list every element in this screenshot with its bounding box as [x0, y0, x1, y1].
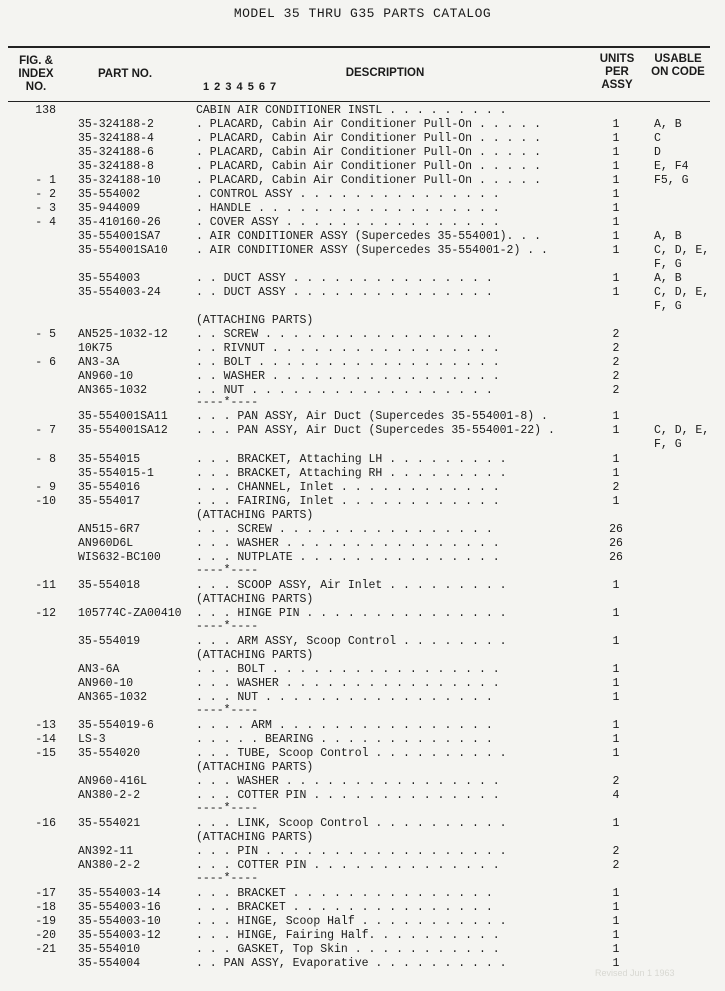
table-row — [0, 802, 725, 816]
part-no-cell: 35-410160-26 — [78, 216, 161, 229]
page-title: MODEL 35 THRU G35 PARTS CATALOG — [233, 6, 492, 21]
part-no-cell: AN3-3A — [78, 356, 120, 369]
table-row — [0, 495, 725, 509]
description-cell: . PLACARD, Cabin Air Conditioner Pull-On . . . . . — [196, 118, 542, 131]
units-per-assy-cell: 1 — [612, 915, 620, 928]
units-per-assy-cell: 1 — [612, 719, 620, 732]
units-per-assy-cell: 1 — [612, 691, 620, 704]
description-cell: . COVER ASSY . . . . . . . . . . . . . . . . — [196, 216, 500, 229]
units-per-assy-cell: 1 — [612, 957, 620, 970]
table-row — [0, 775, 725, 789]
part-no-cell: AN960D6L — [78, 537, 134, 550]
units-per-assy-cell: 1 — [612, 286, 620, 299]
units-per-assy-cell: 1 — [612, 188, 620, 201]
table-row — [0, 691, 725, 705]
description-cell: . . . WASHER . . . . . . . . . . . . . . . . — [196, 775, 500, 788]
table-row — [0, 901, 725, 915]
usable-on-code-cont-cell: F, G — [654, 300, 682, 313]
usable-on-code-cell: C, D, E, — [654, 424, 710, 437]
units-per-assy-cell: 1 — [612, 495, 620, 508]
table-row — [0, 733, 725, 747]
header-units-per-assy: UNITS PER ASSY — [599, 53, 635, 91]
fig-index-cell: -11 — [35, 579, 56, 592]
units-per-assy-cell: 1 — [612, 467, 620, 480]
part-no-cell: 35-324188-10 — [78, 174, 161, 187]
description-cell: . CONTROL ASSY . . . . . . . . . . . . . . . — [196, 188, 500, 201]
units-per-assy-cell: 1 — [612, 272, 620, 285]
description-cell: . . SCREW . . . . . . . . . . . . . . . . . — [196, 328, 493, 341]
table-row — [0, 230, 725, 244]
part-no-cell: AN960-10 — [78, 677, 134, 690]
description-cell: (ATTACHING PARTS) — [196, 761, 314, 774]
units-per-assy-cell: 1 — [612, 635, 620, 648]
description-cell: . . . HINGE, Fairing Half. . . . . . . . . . — [196, 929, 500, 942]
description-cell: . . . PIN . . . . . . . . . . . . . . . . . . — [196, 845, 507, 858]
table-row — [0, 704, 725, 718]
fig-index-cell: -21 — [35, 943, 56, 956]
part-no-cell: 10K75 — [78, 342, 113, 355]
units-per-assy-cell: 1 — [612, 174, 620, 187]
units-per-assy-cell: 1 — [612, 817, 620, 830]
description-cell: . . . BRACKET, Attaching RH . . . . . . . . . — [196, 467, 507, 480]
table-row — [0, 929, 725, 943]
fig-index-cell: -13 — [35, 719, 56, 732]
part-no-cell: 35-554019-6 — [78, 719, 154, 732]
fig-index-cell: - 2 — [35, 188, 56, 201]
table-row — [0, 453, 725, 467]
description-cell: ----*---- — [196, 872, 259, 885]
description-cell: ----*---- — [196, 620, 259, 633]
table-row — [0, 370, 725, 384]
table-row — [0, 943, 725, 957]
part-no-cell: 35-324188-4 — [78, 132, 154, 145]
units-per-assy-cell: 1 — [612, 160, 620, 173]
description-cell: . AIR CONDITIONER ASSY (Supercedes 35-554001). . . — [196, 230, 542, 243]
units-per-assy-cell: 2 — [612, 384, 620, 397]
table-row — [0, 677, 725, 691]
part-no-cell: 35-554003 — [78, 272, 141, 285]
description-cell: . . DUCT ASSY . . . . . . . . . . . . . . . — [196, 286, 493, 299]
part-no-cell: 35-554003-10 — [78, 915, 161, 928]
table-row — [0, 272, 725, 286]
usable-on-code-cont-cell: F, G — [654, 258, 682, 271]
table-row — [0, 635, 725, 649]
units-per-assy-cell: 1 — [612, 943, 620, 956]
table-row — [0, 649, 725, 663]
table-row — [0, 328, 725, 342]
fig-index-cell: -16 — [35, 817, 56, 830]
table-row — [0, 831, 725, 845]
part-no-cell: 35-554018 — [78, 579, 141, 592]
table-row — [0, 188, 725, 202]
fig-index-cell: - 9 — [35, 481, 56, 494]
part-no-cell: 35-554019 — [78, 635, 141, 648]
usable-on-code-cell: C — [654, 132, 661, 145]
units-per-assy-cell: 2 — [612, 845, 620, 858]
units-per-assy-cell: 26 — [609, 523, 623, 536]
part-no-cell: 35-554003-12 — [78, 929, 161, 942]
fig-index-cell: -14 — [35, 733, 56, 746]
part-no-cell: AN365-1032 — [78, 691, 148, 704]
units-per-assy-cell: 2 — [612, 356, 620, 369]
description-cell: . . . BRACKET . . . . . . . . . . . . . . . — [196, 901, 493, 914]
part-no-cell: 35-554021 — [78, 817, 141, 830]
header-description: DESCRIPTION — [345, 67, 425, 79]
description-cell: (ATTACHING PARTS) — [196, 831, 314, 844]
table-row — [0, 551, 725, 565]
description-cell: . . . TUBE, Scoop Control . . . . . . . . . . — [196, 747, 507, 760]
table-row — [0, 216, 725, 230]
table-row — [0, 104, 725, 118]
part-no-cell: 35-554003-16 — [78, 901, 161, 914]
description-cell: . AIR CONDITIONER ASSY (Supercedes 35-554001-2) . . — [196, 244, 548, 257]
part-no-cell: AN380-2-2 — [78, 789, 141, 802]
description-cell: (ATTACHING PARTS) — [196, 593, 314, 606]
description-cell: . . . COTTER PIN . . . . . . . . . . . . . . — [196, 789, 500, 802]
part-no-cell: 35-554003-14 — [78, 887, 161, 900]
table-row — [0, 663, 725, 677]
description-cell: . . . NUT . . . . . . . . . . . . . . . . . — [196, 691, 493, 704]
units-per-assy-cell: 1 — [612, 118, 620, 131]
part-no-cell: 35-324188-6 — [78, 146, 154, 159]
part-no-cell: AN392-11 — [78, 845, 134, 858]
description-cell: . . . LINK, Scoop Control . . . . . . . . . . — [196, 817, 507, 830]
description-cell: . . WASHER . . . . . . . . . . . . . . . . . — [196, 370, 500, 383]
part-no-cell: AN365-1032 — [78, 384, 148, 397]
table-row — [0, 509, 725, 523]
table-row — [0, 579, 725, 593]
units-per-assy-cell: 2 — [612, 370, 620, 383]
table-row — [0, 467, 725, 481]
units-per-assy-cell: 1 — [612, 453, 620, 466]
header-part-no: PART NO. — [97, 68, 153, 80]
table-row — [0, 607, 725, 621]
description-cell: . . . BRACKET, Attaching LH . . . . . . . . . — [196, 453, 507, 466]
part-no-cell: 35-554010 — [78, 943, 141, 956]
description-cell: . . . HINGE, Scoop Half . . . . . . . . . . . — [196, 915, 507, 928]
description-cell: . . RIVNUT . . . . . . . . . . . . . . . . . — [196, 342, 500, 355]
fig-index-cell: 138 — [35, 104, 56, 117]
units-per-assy-cell: 1 — [612, 146, 620, 159]
units-per-assy-cell: 1 — [612, 677, 620, 690]
units-per-assy-cell: 4 — [612, 789, 620, 802]
description-cell: . . . FAIRING, Inlet . . . . . . . . . . . . — [196, 495, 500, 508]
description-cell: ----*---- — [196, 704, 259, 717]
part-no-cell: LS-3 — [78, 733, 106, 746]
table-row — [0, 396, 725, 410]
fig-index-cell: -15 — [35, 747, 56, 760]
description-cell: . . . NUTPLATE . . . . . . . . . . . . . . . — [196, 551, 500, 564]
part-no-cell: 35-554003-24 — [78, 286, 161, 299]
description-cell: . HANDLE . . . . . . . . . . . . . . . . . . — [196, 202, 500, 215]
usable-on-code-cell: C, D, E, — [654, 286, 710, 299]
units-per-assy-cell: 1 — [612, 607, 620, 620]
table-row — [0, 845, 725, 859]
usable-on-code-cell: A, B — [654, 230, 682, 243]
fig-index-cell: - 1 — [35, 174, 56, 187]
description-cell: . . . GASKET, Top Skin . . . . . . . . . . . — [196, 943, 500, 956]
part-no-cell: AN380-2-2 — [78, 859, 141, 872]
units-per-assy-cell: 2 — [612, 342, 620, 355]
part-no-cell: 35-554015-1 — [78, 467, 154, 480]
fig-index-cell: -10 — [35, 495, 56, 508]
header-indent-columns: 1 2 3 4 5 6 7 — [203, 81, 278, 93]
description-cell: . . PAN ASSY, Evaporative . . . . . . . . . . — [196, 957, 507, 970]
description-cell: . PLACARD, Cabin Air Conditioner Pull-On . . . . . — [196, 174, 542, 187]
fig-index-cell: - 8 — [35, 453, 56, 466]
table-row — [0, 132, 725, 146]
part-no-cell: 35-554020 — [78, 747, 141, 760]
units-per-assy-cell: 1 — [612, 887, 620, 900]
table-row — [0, 286, 725, 313]
table-row — [0, 244, 725, 271]
table-row — [0, 146, 725, 160]
units-per-assy-cell: 1 — [612, 901, 620, 914]
usable-on-code-cell: A, B — [654, 118, 682, 131]
usable-on-code-cont-cell: F, G — [654, 438, 682, 451]
table-row — [0, 424, 725, 451]
part-no-cell: 35-324188-2 — [78, 118, 154, 131]
units-per-assy-cell: 2 — [612, 481, 620, 494]
usable-on-code-cell: C, D, E, — [654, 244, 710, 257]
description-cell: . . . WASHER . . . . . . . . . . . . . . . . — [196, 677, 500, 690]
header-fig-index: FIG. & INDEX NO. — [18, 55, 54, 93]
part-no-cell: 35-554001SA12 — [78, 424, 168, 437]
table-row — [0, 872, 725, 886]
part-no-cell: 35-554001SA10 — [78, 244, 168, 257]
usable-on-code-cell: E, F4 — [654, 160, 689, 173]
units-per-assy-cell: 26 — [609, 551, 623, 564]
part-no-cell: 35-554015 — [78, 453, 141, 466]
units-per-assy-cell: 1 — [612, 202, 620, 215]
units-per-assy-cell: 2 — [612, 328, 620, 341]
description-cell: . . . WASHER . . . . . . . . . . . . . . . . — [196, 537, 500, 550]
units-per-assy-cell: 1 — [612, 216, 620, 229]
description-cell: . . . PAN ASSY, Air Duct (Supercedes 35-554001-22) . — [196, 424, 555, 437]
part-no-cell: AN960-416L — [78, 775, 148, 788]
description-cell: . . . CHANNEL, Inlet . . . . . . . . . . . . — [196, 481, 500, 494]
part-no-cell: 35-554017 — [78, 495, 141, 508]
units-per-assy-cell: 1 — [612, 929, 620, 942]
table-row — [0, 719, 725, 733]
fig-index-cell: -19 — [35, 915, 56, 928]
part-no-cell: 35-554001SA11 — [78, 410, 168, 423]
table-row — [0, 410, 725, 424]
units-per-assy-cell: 1 — [612, 733, 620, 746]
fig-index-cell: -18 — [35, 901, 56, 914]
units-per-assy-cell: 2 — [612, 775, 620, 788]
description-cell: . . . . ARM . . . . . . . . . . . . . . . . — [196, 719, 493, 732]
description-cell: . PLACARD, Cabin Air Conditioner Pull-On . . . . . — [196, 132, 542, 145]
table-row — [0, 174, 725, 188]
fig-index-cell: - 4 — [35, 216, 56, 229]
table-row — [0, 859, 725, 873]
table-row — [0, 747, 725, 761]
part-no-cell: 35-554001SA7 — [78, 230, 161, 243]
units-per-assy-cell: 1 — [612, 579, 620, 592]
units-per-assy-cell: 1 — [612, 410, 620, 423]
units-per-assy-cell: 1 — [612, 747, 620, 760]
fig-index-cell: - 7 — [35, 424, 56, 437]
description-cell: . . . BOLT . . . . . . . . . . . . . . . . . — [196, 663, 500, 676]
usable-on-code-cell: D — [654, 146, 661, 159]
fig-index-cell: - 3 — [35, 202, 56, 215]
description-cell: ----*---- — [196, 802, 259, 815]
usable-on-code-cell: A, B — [654, 272, 682, 285]
description-cell: . . . SCOOP ASSY, Air Inlet . . . . . . . . . — [196, 579, 507, 592]
table-row — [0, 887, 725, 901]
table-row — [0, 356, 725, 370]
description-cell: . PLACARD, Cabin Air Conditioner Pull-On . . . . . — [196, 146, 542, 159]
description-cell: (ATTACHING PARTS) — [196, 314, 314, 327]
fig-index-cell: -20 — [35, 929, 56, 942]
description-cell: CABIN AIR CONDITIONER INSTL . . . . . . . . . — [196, 104, 507, 117]
table-row — [0, 817, 725, 831]
table-row — [0, 314, 725, 328]
description-cell: ----*---- — [196, 564, 259, 577]
description-cell: ----*---- — [196, 396, 259, 409]
part-no-cell: 35-554004 — [78, 957, 141, 970]
units-per-assy-cell: 2 — [612, 859, 620, 872]
table-row — [0, 915, 725, 929]
fig-index-cell: -17 — [35, 887, 56, 900]
units-per-assy-cell: 1 — [612, 424, 620, 437]
description-cell: . . . COTTER PIN . . . . . . . . . . . . . . — [196, 859, 500, 872]
description-cell: . . BOLT . . . . . . . . . . . . . . . . . . — [196, 356, 500, 369]
table-row — [0, 537, 725, 551]
units-per-assy-cell: 1 — [612, 132, 620, 145]
fig-index-cell: - 5 — [35, 328, 56, 341]
units-per-assy-cell: 1 — [612, 230, 620, 243]
part-no-cell: 35-554016 — [78, 481, 141, 494]
description-cell: (ATTACHING PARTS) — [196, 649, 314, 662]
part-no-cell: WIS632-BC100 — [78, 551, 161, 564]
table-row — [0, 118, 725, 132]
header-usable-on-code: USABLE ON CODE — [651, 53, 705, 78]
table-row — [0, 481, 725, 495]
part-no-cell: 35-324188-8 — [78, 160, 154, 173]
description-cell: . . . BRACKET . . . . . . . . . . . . . . . — [196, 887, 493, 900]
description-cell: . . . . . BEARING . . . . . . . . . . . . . — [196, 733, 493, 746]
part-no-cell: 105774C-ZA00410 — [78, 607, 182, 620]
units-per-assy-cell: 26 — [609, 537, 623, 550]
table-row — [0, 342, 725, 356]
description-cell: . . . ARM ASSY, Scoop Control . . . . . . . . — [196, 635, 507, 648]
units-per-assy-cell: 1 — [612, 663, 620, 676]
part-no-cell: 35-554002 — [78, 188, 141, 201]
description-cell: (ATTACHING PARTS) — [196, 509, 314, 522]
part-no-cell: 35-944009 — [78, 202, 141, 215]
units-per-assy-cell: 1 — [612, 244, 620, 257]
description-cell: . . DUCT ASSY . . . . . . . . . . . . . . . — [196, 272, 493, 285]
table-row — [0, 789, 725, 803]
description-cell: . . . PAN ASSY, Air Duct (Supercedes 35-554001-8) . — [196, 410, 548, 423]
part-no-cell: AN525-1032-12 — [78, 328, 168, 341]
table-row — [0, 523, 725, 537]
description-cell: . PLACARD, Cabin Air Conditioner Pull-On . . . . . — [196, 160, 542, 173]
description-cell: . . . SCREW . . . . . . . . . . . . . . . . — [196, 523, 493, 536]
description-cell: . . NUT . . . . . . . . . . . . . . . . . . — [196, 384, 493, 397]
table-row — [0, 564, 725, 578]
faint-footer: Revised Jun 1 1963 — [595, 968, 675, 978]
part-no-cell: AN3-6A — [78, 663, 120, 676]
table-row — [0, 202, 725, 216]
fig-index-cell: - 6 — [35, 356, 56, 369]
usable-on-code-cell: F5, G — [654, 174, 689, 187]
fig-index-cell: -12 — [35, 607, 56, 620]
table-row — [0, 761, 725, 775]
table-row — [0, 593, 725, 607]
part-no-cell: AN960-10 — [78, 370, 134, 383]
description-cell: . . . HINGE PIN . . . . . . . . . . . . . . . — [196, 607, 507, 620]
table-row — [0, 620, 725, 634]
part-no-cell: AN515-6R7 — [78, 523, 141, 536]
table-row — [0, 160, 725, 174]
